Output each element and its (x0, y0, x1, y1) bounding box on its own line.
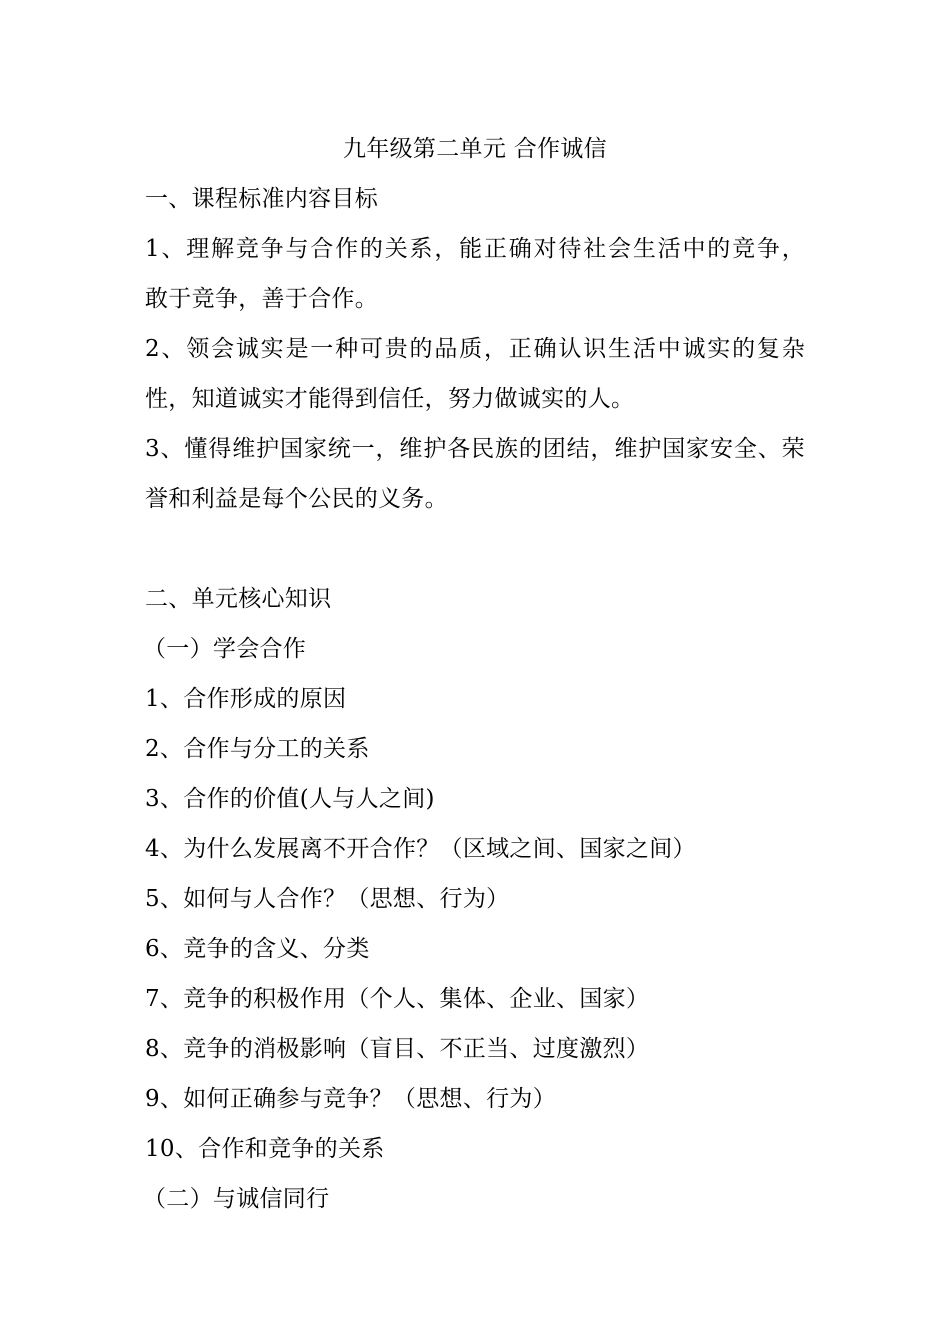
knowledge-point: 3、合作的价值(人与人之间) (145, 786, 435, 812)
goal-item-2-line-1: 2、领会诚实是一种可贵的品质，正确认识生活中诚实的复杂 (145, 336, 805, 362)
knowledge-point: 4、为什么发展离不开合作？（区域之间、国家之间） (145, 836, 696, 862)
goal-item-2-line-2: 性，知道诚实才能得到信任，努力做诚实的人。 (145, 386, 635, 412)
knowledge-point: 7、竞争的积极作用（个人、集体、企业、国家） (145, 986, 650, 1012)
knowledge-point: 5、如何与人合作？（思想、行为） (145, 886, 510, 912)
subsection-heading-honesty: （二）与诚信同行 (143, 1186, 330, 1212)
goal-item-1-line-2: 敢于竞争，善于合作。 (145, 286, 378, 312)
goal-item-1-line-1: 1、理解竞争与合作的关系，能正确对待社会生活中的竞争， (145, 236, 805, 262)
knowledge-point: 9、如何正确参与竞争？（思想、行为） (145, 1086, 557, 1112)
section-heading-knowledge: 二、单元核心知识 (145, 586, 332, 612)
section-heading-goals: 一、课程标准内容目标 (145, 186, 378, 212)
goal-item-3-line-2: 誉和利益是每个公民的义务。 (145, 486, 448, 512)
knowledge-point: 2、合作与分工的关系 (145, 736, 370, 762)
page-title: 九年级第二单元 合作诚信 (343, 136, 607, 162)
knowledge-point: 10、合作和竞争的关系 (145, 1136, 385, 1162)
knowledge-point: 1、合作形成的原因 (145, 686, 347, 712)
goal-item-3-line-1: 3、懂得维护国家统一，维护各民族的团结，维护国家安全、荣 (145, 436, 805, 462)
knowledge-point: 6、竞争的含义、分类 (145, 936, 370, 962)
subsection-heading-cooperation: （一）学会合作 (143, 636, 307, 662)
knowledge-point: 8、竞争的消极影响（盲目、不正当、过度激烈） (145, 1036, 650, 1062)
